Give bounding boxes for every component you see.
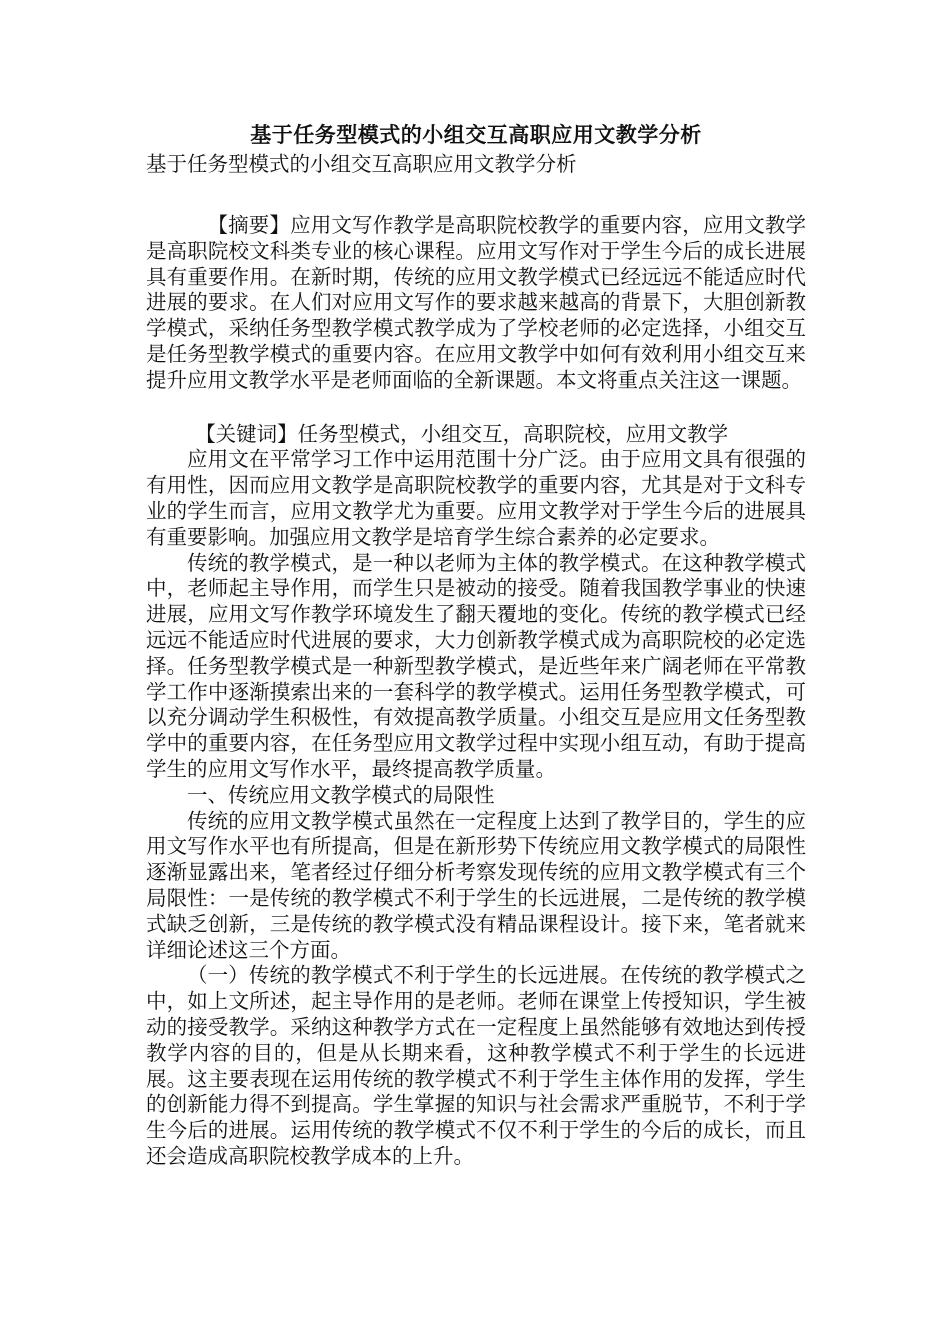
body-paragraph-2: 传统的教学模式，是一种以老师为主体的教学模式。在这种教学模式中，老师起主导作用，而学生只是被动的接受。随着我国教学事业的快速进展，应用文写作教学环境发生了翻天覆地的变化。传统的教学模式已经远远不能适应时代进展的要求，大力创新教学模式成为高职院校的必定选择。任务型教学模式是一种新型教学模式，是近些年来广阔老师在平常教学工作中逐渐摸索出来的一套科学的教学模式。运用任务型教学模式，可以充分调动学生积极性，有效提高教学质量。小组交互是应用文任务型教学中的重要内容，在任务型应用文教学过程中实现小组互动，有助于提高学生的应用文写作水平，最终提高教学质量。 xyxy=(146,550,806,781)
body-paragraph-4: （一）传统的教学模式不利于学生的长远进展。在传统的教学模式之中，如上文所述，起主导作用的是老师。老师在课堂上传授知识，学生被动的接受教学。采纳这种教学方式在一定程度上虽然能够有效地达到传授教学内容的目的，但是从长期来看，这种教学模式不利于学生的长远进展。这主要表现在运用传统的教学模式不利于学生主体作用的发挥，学生的创新能力得不到提高。学生掌握的知识与社会需求严重脱节，不利于学生今后的进展。运用传统的教学模式不仅不利于学生的今后的成长，而且还会造成高职院校教学成本的上升。 xyxy=(146,963,806,1168)
document-subtitle: 基于任务型模式的小组交互高职应用文教学分析 xyxy=(146,152,577,176)
body-paragraph-1: 应用文在平常学习工作中运用范围十分广泛。由于应用文具有很强的有用性，因而应用文教学是高职院校教学的重要内容，尤其是对于文科专业的学生而言，应用文教学尤为重要。应用文教学对于学生今后的进展具有重要影响。加强应用文教学是培育学生综合素养的必定要求。 xyxy=(146,447,806,549)
document-page xyxy=(146,120,806,1170)
section-heading-1: 一、传统应用文教学模式的局限性 xyxy=(187,782,495,807)
body-paragraph-3: 传统的应用文教学模式虽然在一定程度上达到了教学目的，学生的应用文写作水平也有所提高，但是在新形势下传统应用文教学模式的局限性逐渐显露出来，笔者经过仔细分析考察发现传统的应用文教学模式有三个局限性：一是传统的教学模式不利于学生的长远进展，二是传统的教学模式缺乏创新，三是传统的教学模式没有精品课程设计。接下来，笔者就来详细论述这三个方面。 xyxy=(146,808,806,962)
abstract-paragraph: 【摘要】应用文写作教学是高职院校教学的重要内容，应用文教学是高职院校文科类专业的核心课程。应用文写作对于学生今后的成长进展具有重要作用。在新时期，传统的应用文教学模式已经远远不能适应时代进展的要求。在人们对应用文写作的要求越来越高的背景下，大胆创新教学模式，采纳任务型教学模式教学成为了学校老师的必定选择，小组交互是任务型教学模式的重要内容。在应用文教学中如何有效利用小组交互来提升应用文教学水平是老师面临的全新课题。本文将重点关注这一课题。 xyxy=(146,213,806,392)
keywords-line: 【关键词】任务型模式，小组交互，高职院校，应用文教学 xyxy=(195,421,729,446)
document-title: 基于任务型模式的小组交互高职应用文教学分析 xyxy=(250,122,702,147)
